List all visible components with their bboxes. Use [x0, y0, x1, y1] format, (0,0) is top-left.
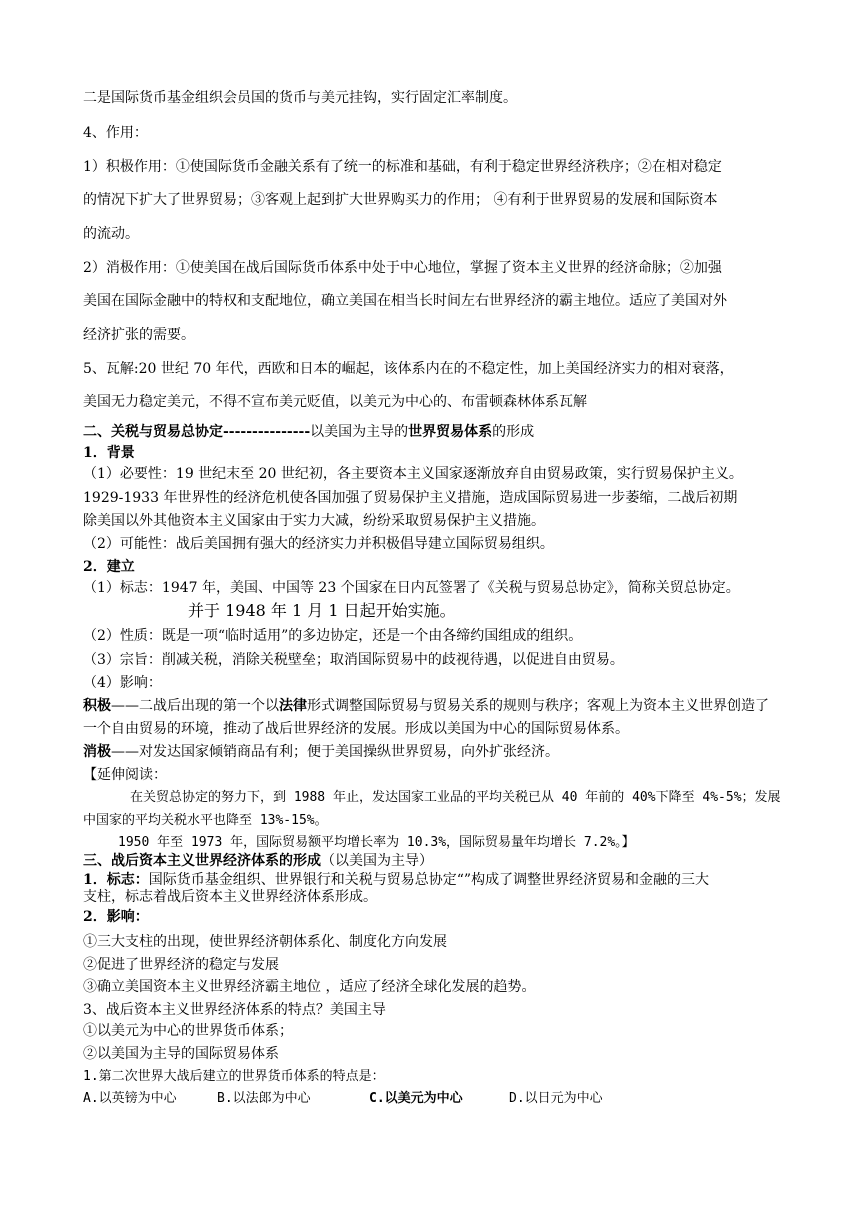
option-b: B.以法郎为中心 [217, 1091, 311, 1106]
subheading: 1．标志： [83, 872, 149, 888]
option-d: D.以日元为中心 [509, 1091, 603, 1106]
paragraph-line: （2）可能性：战后美国拥有强大的经济实力并积极倡导建立国际贸易组织。 [83, 536, 554, 552]
heading-part: 二、关税与贸易总协定--------------- [83, 424, 311, 440]
paragraph-line: （2）性质：既是一项“临时适用”的多边协定，还是一个由各缔约国组成的组织。 [83, 628, 583, 644]
list-item: ①三大支柱的出现，使世界经济朝体系化、制度化方向发展 [83, 934, 447, 950]
paragraph-line: 在关贸总协定的努力下，到 1988 年止，发达国家工业品的平均关税已从 40 年前的 40%下降至 4%-5%；发展 [130, 790, 781, 805]
paragraph-line: 除美国以外其他资本主义国家由于实力大减，纷纷采取贸易保护主义措施。 [83, 513, 545, 529]
paragraph-line: 一个自由贸易的环境，推动了战后世界经济的发展。形成以美国为中心的国际贸易体系。 [83, 721, 629, 737]
subheading: 2．建立 [83, 559, 135, 575]
paragraph-line: 4、作用： [83, 125, 148, 141]
list-item: ②促进了世界经济的稳定与发展 [83, 957, 279, 973]
paragraph-line: 1929-1933 年世界性的经济危机使各国加强了贸易保护主义措施，造成国际贸易进一步萎缩，二战后初期 [83, 490, 738, 506]
heading-part: 三、战后资本主义世界经济体系的形成 [83, 853, 321, 869]
list-item: ③确立美国资本主义世界经济霸主地位 ，适应了经济全球化发展的趋势。 [83, 979, 536, 995]
paragraph-line: （1）标志：1947 年，美国、中国等 23 个国家在日内瓦签署了《关税与贸易总协定》，简称关贸总协定。 [83, 580, 740, 596]
subheading: 1．背景 [83, 445, 135, 461]
paragraph-line: 二是国际货币基金组织会员国的货币与美元挂钩，实行固定汇率制度。 [83, 90, 517, 106]
paragraph-line: （3）宗旨：削减关税，消除关税壁垒；取消国际贸易中的歧视待遇，以促进自由贸易。 [83, 652, 624, 668]
text-run: 形式调整国际贸易与贸易关系的规则与秩序；客观上为资本主义世界创造了 [307, 698, 769, 714]
section-heading [83, 422, 534, 442]
section-heading [83, 851, 433, 871]
question-options [83, 1089, 603, 1109]
paragraph-line: 的情况下扩大了世界贸易；③客观上起到扩大世界购买力的作用； ④有利于世界贸易的发展和国际资本 [83, 192, 718, 208]
label-positive: 积极 [83, 698, 111, 714]
paragraph-line: 1950 年至 1973 年，国际贸易额平均增长率为 10.3%，国际贸易量年均增长 7.2%。】 [118, 835, 635, 850]
paragraph-line: （1）必要性：19 世纪末至 20 世纪初，各主要资本主义国家逐渐放弃自由贸易政策，实行贸易保护主义。 [83, 466, 743, 482]
text-run: 国际货币基金组织、世界银行和关税与贸易总协定“”构成了调整世界经济贸易和金融的三大 [148, 872, 710, 888]
list-item: ①以美元为中心的世界货币体系； [83, 1023, 293, 1039]
paragraph-line: 的流动。 [83, 226, 139, 242]
text-run: ——二战后出现的第一个以 [111, 698, 279, 714]
text-run-bold: 法律 [279, 698, 307, 714]
question-stem: 1.第二次世界大战后建立的世界货币体系的特点是： [83, 1069, 385, 1084]
paragraph-line [83, 742, 559, 762]
text-run: ——对发达国家倾销商品有利；便于美国操纵世界贸易，向外扩张经济。 [111, 744, 559, 760]
heading-part: 世界贸易体系 [408, 424, 493, 440]
option-a: A.以英镑为中心 [83, 1091, 177, 1106]
heading-part: 的形成 [492, 424, 535, 440]
paragraph-line: 中国家的平均关税水平也降至 13%-15%。 [83, 813, 328, 828]
paragraph-line: 并于 1948 年 1 月 1 日起开始实施。 [188, 601, 456, 620]
paragraph-line: 1）积极作用：①使国际货币金融关系有了统一的标准和基础，有利于稳定世界经济秩序；②在相对稳定 [83, 159, 722, 175]
heading-part: 以美国为主导的 [310, 424, 409, 440]
paragraph-line [83, 696, 769, 716]
label-negative: 消极 [83, 744, 111, 760]
paragraph-line: 经济扩张的需要。 [83, 327, 195, 343]
paragraph-line: 3、战后资本主义世界经济体系的特点？美国主导 [83, 1002, 386, 1018]
list-item: ②以美国为主导的国际贸易体系 [83, 1046, 279, 1062]
paragraph-line: 【延伸阅读： [83, 767, 167, 783]
paragraph-line: 5、瓦解:20 世纪 70 年代，西欧和日本的崛起，该体系内在的不稳定性，加上美国经济实力的相对衰落， [83, 361, 734, 377]
paragraph-line: 2）消极作用：①使美国在战后国际货币体系中处于中心地位，掌握了资本主义世界的经济命脉；②加强 [83, 260, 722, 276]
option-c: C.以美元为中心 [369, 1091, 463, 1106]
heading-part: （以美国为主导） [321, 853, 433, 869]
paragraph-line: （4）影响： [83, 675, 162, 691]
subheading: 2．影响： [83, 909, 149, 925]
paragraph-line: 支柱，标志着战后资本主义世界经济体系形成。 [83, 889, 377, 905]
paragraph-line: 美国无力稳定美元，不得不宣布美元贬值，以美元为中心的、布雷顿森林体系瓦解 [83, 394, 587, 410]
paragraph-line: 美国在国际金融中的特权和支配地位，确立美国在相当长时间左右世界经济的霸主地位。适应了美国对外 [83, 293, 727, 309]
